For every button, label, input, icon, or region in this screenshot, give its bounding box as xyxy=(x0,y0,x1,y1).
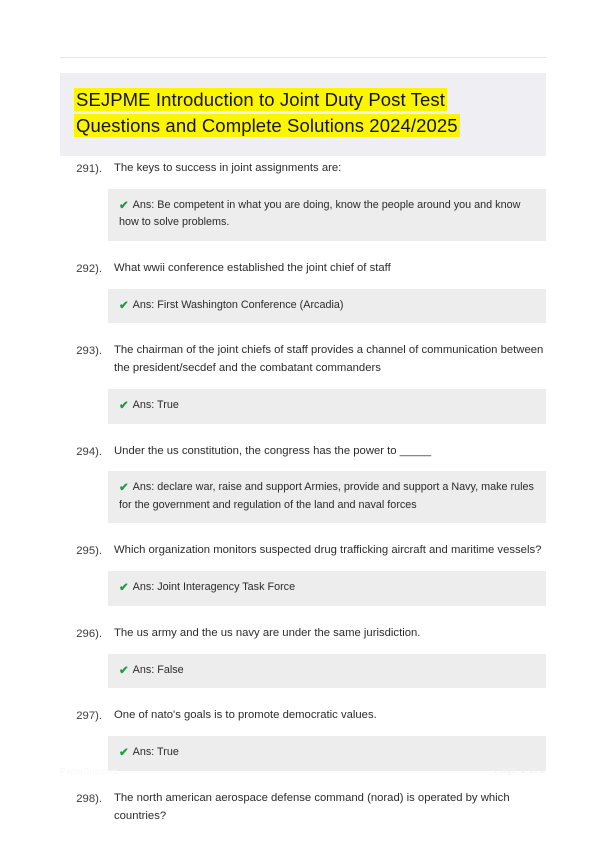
question-item xyxy=(60,260,546,323)
question-number: 293). xyxy=(76,345,102,358)
question-item xyxy=(60,625,546,688)
question-text: Under the us constitution, the congress has the power to _____ xyxy=(114,444,432,457)
question-item xyxy=(60,790,546,826)
check-icon: ✔ xyxy=(119,747,129,760)
question-row xyxy=(60,542,546,560)
question-text: Which organization monitors suspected drug trafficking aircraft and maritime vessels? xyxy=(114,544,542,557)
answer-text: Ans: True xyxy=(132,399,179,412)
question-row xyxy=(60,260,546,278)
title-band xyxy=(60,73,546,156)
check-icon: ✔ xyxy=(119,299,129,312)
question-number: 295). xyxy=(76,545,102,558)
answer-box xyxy=(108,654,546,688)
question-row xyxy=(60,707,546,725)
question-item xyxy=(60,542,546,605)
answer-box xyxy=(108,189,546,241)
question-row xyxy=(60,160,546,178)
page-footer xyxy=(60,765,546,776)
question-item xyxy=(60,342,546,423)
check-icon: ✔ xyxy=(119,582,129,595)
question-text: The us army and the us navy are under the same jurisdiction. xyxy=(114,626,421,639)
question-number: 294). xyxy=(76,445,102,458)
answer-box xyxy=(108,571,546,605)
check-icon: ✔ xyxy=(119,664,129,677)
question-number: 298). xyxy=(76,792,102,805)
question-text: The keys to success in joint assignments are: xyxy=(114,162,342,174)
question-number: 296). xyxy=(76,627,102,640)
question-row xyxy=(60,443,546,461)
header-divider xyxy=(60,57,546,58)
question-number: 297). xyxy=(76,710,102,723)
question-row xyxy=(60,625,546,643)
question-text: The north american aerospace defense command (norad) is operated by which countries? xyxy=(114,791,510,822)
check-icon: ✔ xyxy=(119,482,129,495)
question-text: One of nato's goals is to promote democratic values. xyxy=(114,709,377,722)
question-row xyxy=(60,790,546,826)
question-row xyxy=(60,342,546,378)
check-icon: ✔ xyxy=(119,400,129,413)
check-icon: ✔ xyxy=(119,199,129,212)
answer-box xyxy=(108,289,546,323)
page-title-text: SEJPME Introduction to Joint Duty Post Test Questions and Complete Solutions 2024/2025 xyxy=(76,89,458,137)
answer-text: Ans: Be competent in what you are doing, know the people around you and know how to solve problems. xyxy=(119,198,521,229)
answer-box xyxy=(108,471,546,523)
page-title xyxy=(74,87,532,140)
answer-text: Ans: declare war, raise and support Armies, provide and support a Navy, make rules for the government and regulation of the land and naval forces xyxy=(119,481,534,511)
question-item xyxy=(60,160,546,241)
answer-box xyxy=(108,389,546,423)
question-text: What wwii conference established the joint chief of staff xyxy=(114,261,391,274)
answer-text: Ans: False xyxy=(132,663,184,676)
answer-text: Ans: Joint Interagency Task Force xyxy=(132,581,296,594)
footer-page-number: Page 1 of 2 xyxy=(494,765,546,776)
question-number: 291). xyxy=(76,163,102,175)
question-item xyxy=(60,707,546,770)
question-list xyxy=(0,160,606,844)
question-item xyxy=(60,443,546,524)
answer-text: Ans: First Washington Conference (Arcadia) xyxy=(132,298,344,311)
question-text: The chairman of the joint chiefs of staff provides a channel of communication between the president/secdef and the combatant commanders xyxy=(114,344,544,375)
question-number: 292). xyxy=(76,262,102,275)
footer-watermark: PaperStic.com xyxy=(60,765,118,776)
answer-text: Ans: True xyxy=(132,746,179,759)
